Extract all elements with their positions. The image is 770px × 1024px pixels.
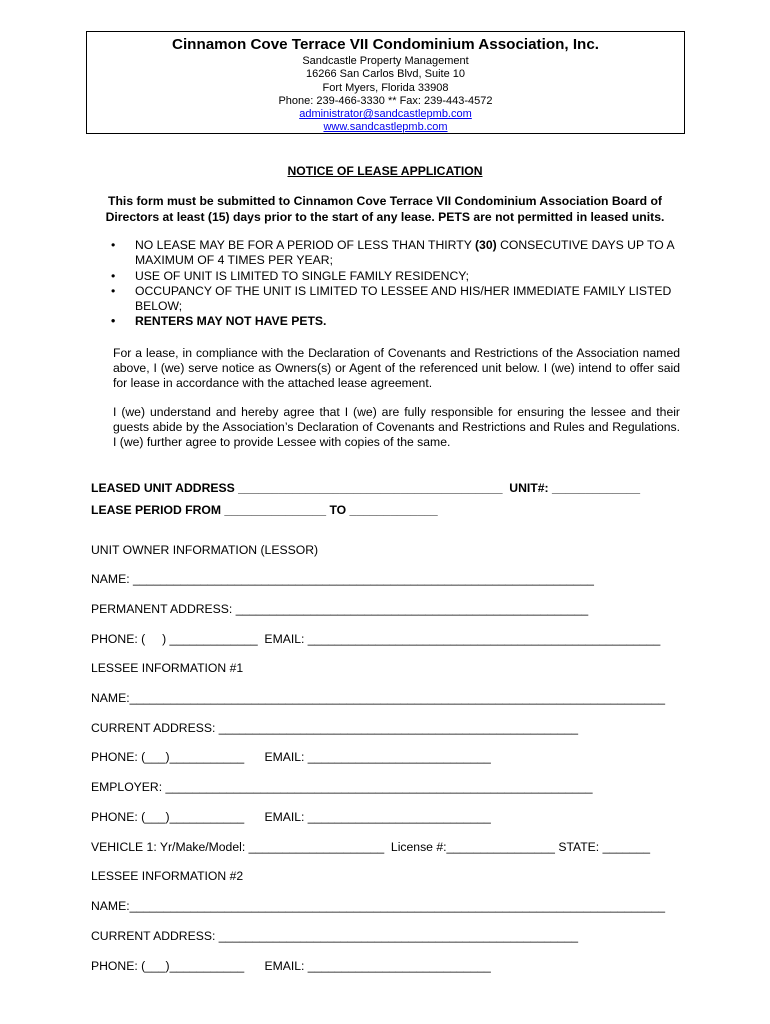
agreement-paragraph: I (we) understand and hereby agree that I (we) are fully responsible for ensuring the lessee and their guests abide by the Association’s Declaration of Covenants and Restrictions and Rules and Regulations. I (we) further agree to provide Lessee with copies of the same. (113, 405, 680, 450)
rule-text: OCCUPANCY OF THE UNIT IS LIMITED TO LESSEE AND HIS/HER IMMEDIATE FAMILY LISTED BELOW; (135, 283, 672, 314)
list-item (111, 314, 681, 329)
list-item (111, 284, 681, 315)
owner-section-heading: UNIT OWNER INFORMATION (LESSOR) (91, 543, 319, 557)
bullet-icon: • (111, 268, 116, 283)
bullet-icon: • (111, 314, 116, 329)
lessee1-employer-phone-email-field[interactable]: PHONE: (___)___________ EMAIL: ___________________________ (91, 810, 491, 824)
lessee1-employer-field[interactable]: EMPLOYER: _______________________________________________________________ (91, 780, 593, 794)
lessee2-section-heading: LESSEE INFORMATION #2 (91, 869, 244, 883)
bullet-icon: • (111, 283, 116, 298)
list-item (111, 269, 681, 284)
rule-text: NO LEASE MAY BE FOR A PERIOD OF LESS THAN THIRTY (135, 238, 475, 252)
lessee1-section-heading: LESSEE INFORMATION #1 (91, 661, 244, 675)
intro-text (80, 193, 690, 225)
leased-unit-address-field[interactable]: LEASED UNIT ADDRESS _______________________________________ UNIT#: _____________ (91, 481, 641, 495)
rule-text: RENTERS MAY NOT HAVE PETS. (135, 314, 327, 329)
lessee2-name-field[interactable]: NAME:_______________________________________________________________________________ (91, 899, 666, 913)
lessee2-current-address-field[interactable]: CURRENT ADDRESS: _____________________________________________________ (91, 929, 579, 943)
association-name: Cinnamon Cove Terrace VII Condominium Association, Inc. (171, 36, 599, 53)
intro-line-1: This form must be submitted to Cinnamon Cove Terrace VII Condominium Association Board of (108, 194, 662, 208)
owner-permanent-address-field[interactable]: PERMANENT ADDRESS: ____________________________________________________ (91, 602, 589, 616)
email-link[interactable]: administrator@sandcastlepmb.com (299, 108, 472, 121)
lessee1-name-field[interactable]: NAME:_______________________________________________________________________________ (91, 691, 666, 705)
lease-rules-list (111, 238, 681, 330)
lessee1-vehicle-field[interactable]: VEHICLE 1: Yr/Make/Model: ____________________ License #:________________ STATE: _______ (91, 840, 651, 854)
owner-name-field[interactable]: NAME: ____________________________________________________________________ (91, 572, 594, 586)
owner-phone-email-field[interactable]: PHONE: ( ) _____________ EMAIL: ____________________________________________________ (91, 632, 661, 646)
lessee2-phone-email-field[interactable]: PHONE: (___)___________ EMAIL: ___________________________ (91, 959, 491, 973)
list-item (111, 238, 681, 269)
management-company: Sandcastle Property Management (302, 55, 469, 67)
intro-line-2: Directors at least (15) days prior to the start of any lease. PETS are not permitted in leased units. (105, 210, 665, 224)
rule-text: CONSECUTIVE DAYS UP TO A MAXIMUM OF 4 TIMES PER YEAR; (135, 238, 674, 268)
website-link[interactable]: www.sandcastlepmb.com (323, 121, 448, 134)
lessee1-phone-email-field[interactable]: PHONE: (___)___________ EMAIL: ___________________________ (91, 750, 491, 764)
lessee1-current-address-field[interactable]: CURRENT ADDRESS: _____________________________________________________ (91, 721, 579, 735)
bullet-icon: • (111, 238, 116, 252)
rule-text: USE OF UNIT IS LIMITED TO SINGLE FAMILY RESIDENCY; (135, 268, 469, 283)
lease-period-field[interactable]: LEASE PERIOD FROM _______________ TO _____________ (91, 503, 438, 517)
declaration-paragraph: For a lease, in compliance with the Declaration of Covenants and Restrictions of the Association named above, I (we) serve notice as Owners(s) or Agent of the referenced unit below. I (we) intend to offer said for lease in accordance with the attached lease agreement. (113, 346, 680, 391)
notice-title: NOTICE OF LEASE APPLICATION (287, 164, 483, 178)
rule-number: (30) (475, 238, 497, 252)
association-header (86, 31, 685, 134)
phone-fax: Phone: 239-466-3330 ** Fax: 239-443-4572 (278, 94, 493, 107)
street-address: 16266 San Carlos Blvd, Suite 10 (306, 68, 465, 81)
city-address: Fort Myers, Florida 33908 (322, 81, 449, 94)
